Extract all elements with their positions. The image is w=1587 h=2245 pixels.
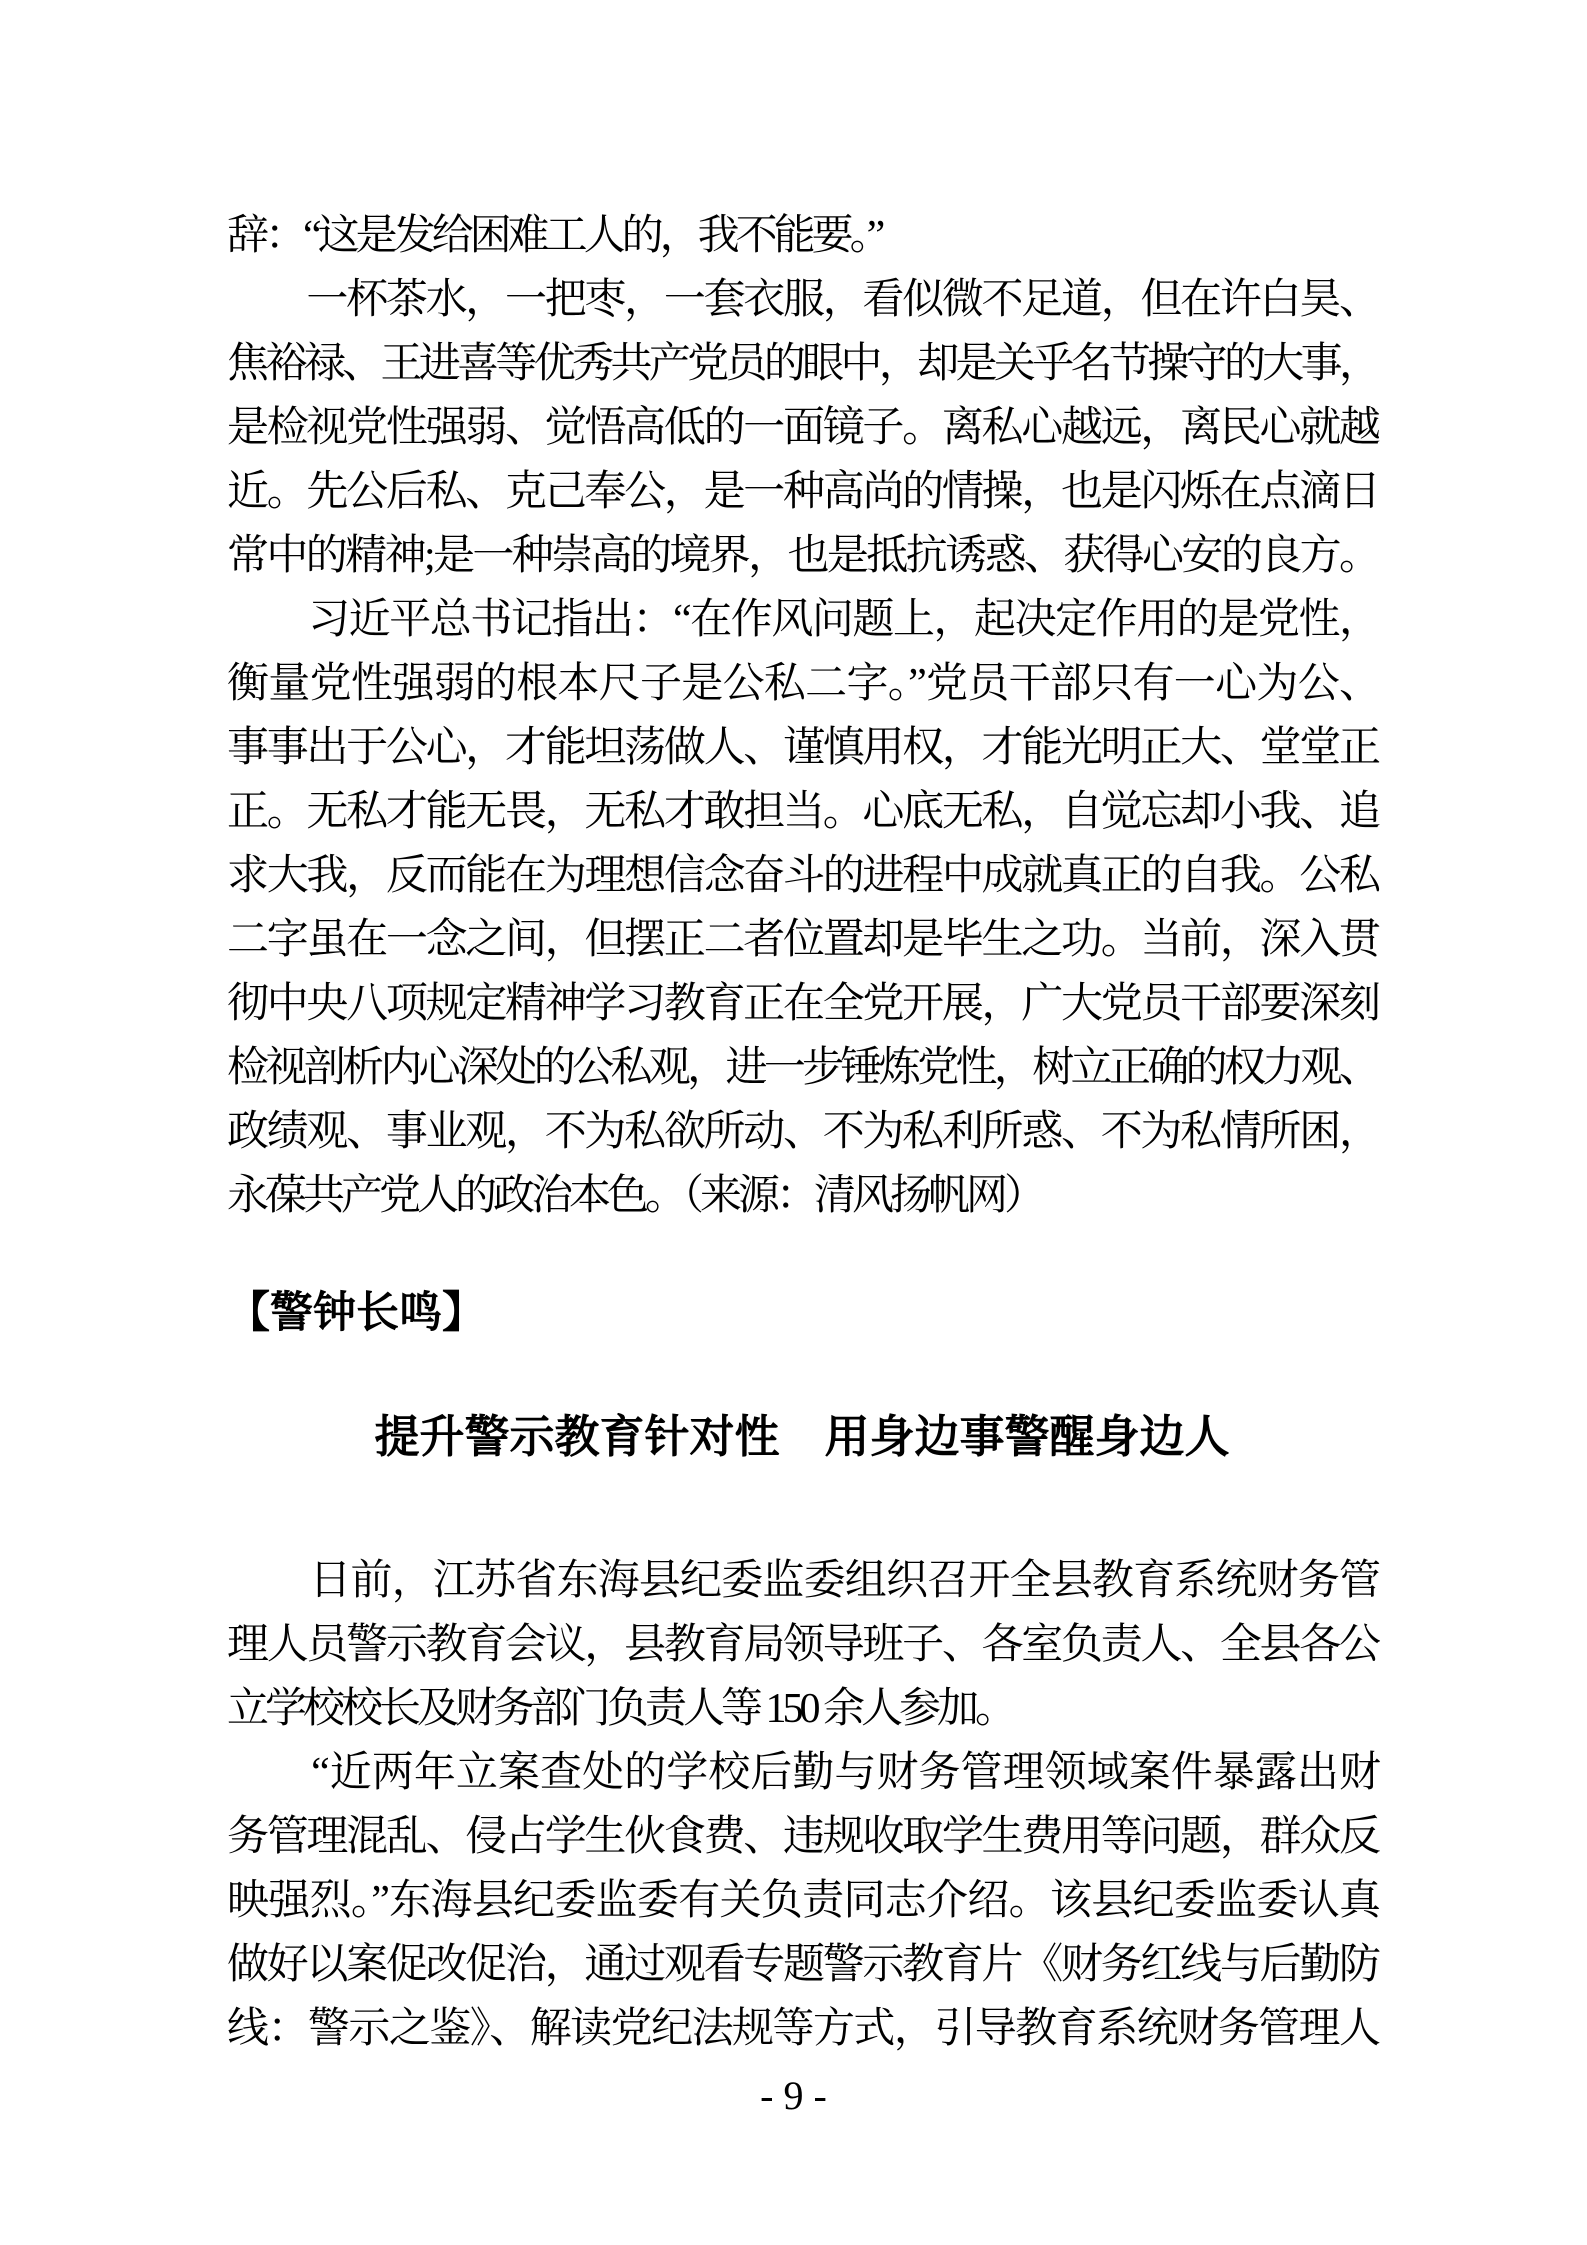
text-line: 政绩观、事业观，不为私欲所动、不为私利所惑、不为私情所困， xyxy=(227,1109,1377,1155)
text-line: 做好以案促改促治，通过观看专题警示教育片《财务红线与后勤防 xyxy=(227,1942,1377,1988)
text-line: 事事出于公心，才能坦荡做人、谨慎用权，才能光明正大、堂堂正 xyxy=(227,725,1377,771)
paragraph-block-1 xyxy=(227,204,1377,1228)
text-line: 求大我，反而能在为理想信念奋斗的进程中成就真正的自我。公私 xyxy=(227,853,1377,899)
text-line: 焦裕禄、王进喜等优秀共产党员的眼中，却是关乎名节操守的大事， xyxy=(227,341,1377,387)
text-line: 映强烈。”东海县纪委监委有关负责同志介绍。该县纪委监委认真 xyxy=(227,1878,1377,1924)
text-line: 立学校校长及财务部门负责人等 150 余人参加。 xyxy=(227,1686,1014,1732)
text-line: 务管理混乱、侵占学生伙食费、违规收取学生费用等问题，群众反 xyxy=(227,1814,1377,1860)
section-header: 【警钟长鸣】 xyxy=(227,1290,485,1337)
text-line: 彻中央八项规定精神学习教育正在全党开展，广大党员干部要深刻 xyxy=(227,981,1377,1027)
text-line: 检视剖析内心深处的公私观，进一步锤炼党性，树立正确的权力观、 xyxy=(227,1045,1377,1091)
text-line: 近。先公后私、克己奉公，是一种高尚的情操，也是闪烁在点滴日 xyxy=(227,469,1377,515)
text-line: 二字虽在一念之间，但摆正二者位置却是毕生之功。当前，深入贯 xyxy=(227,917,1377,963)
text-line: 一杯茶水，一把枣，一套衣服，看似微不足道，但在许白昊、 xyxy=(227,277,1377,323)
text-line: 习近平总书记指出：“在作风问题上，起决定作用的是党性， xyxy=(227,597,1377,643)
page-number: - 9 - xyxy=(760,2073,827,2118)
text-line: 正。无私才能无畏，无私才敢担当。心底无私，自觉忘却小我、追 xyxy=(227,789,1377,835)
text-line: 辞：“这是发给困难工人的，我不能要。” xyxy=(227,213,882,259)
paragraph-block-2 xyxy=(227,1549,1377,2061)
text-line: 线：警示之鉴》、解读党纪法规等方式，引导教育系统财务管理人 xyxy=(227,2006,1377,2052)
text-line: 是检视党性强弱、觉悟高低的一面镜子。离私心越远，离民心就越 xyxy=(227,405,1377,451)
text-line: 日前，江苏省东海县纪委监委组织召开全县教育系统财务管 xyxy=(227,1558,1377,1604)
article-title: 提升警示教育针对性 用身边事警醒身边人 xyxy=(374,1412,1230,1462)
text-line: “近两年立案查处的学校后勤与财务管理领域案件暴露出财 xyxy=(227,1750,1377,1796)
text-line: 理人员警示教育会议，县教育局领导班子、各室负责人、全县各公 xyxy=(227,1622,1377,1668)
text-line: 永葆共产党人的政治本色。（来源：清风扬帆网） xyxy=(227,1173,1043,1219)
text-line: 常中的精神;是一种崇高的境界，也是抵抗诱惑、获得心安的良方。 xyxy=(227,533,1377,579)
text-line: 衡量党性强弱的根本尺子是公私二字。”党员干部只有一心为公、 xyxy=(227,661,1377,707)
